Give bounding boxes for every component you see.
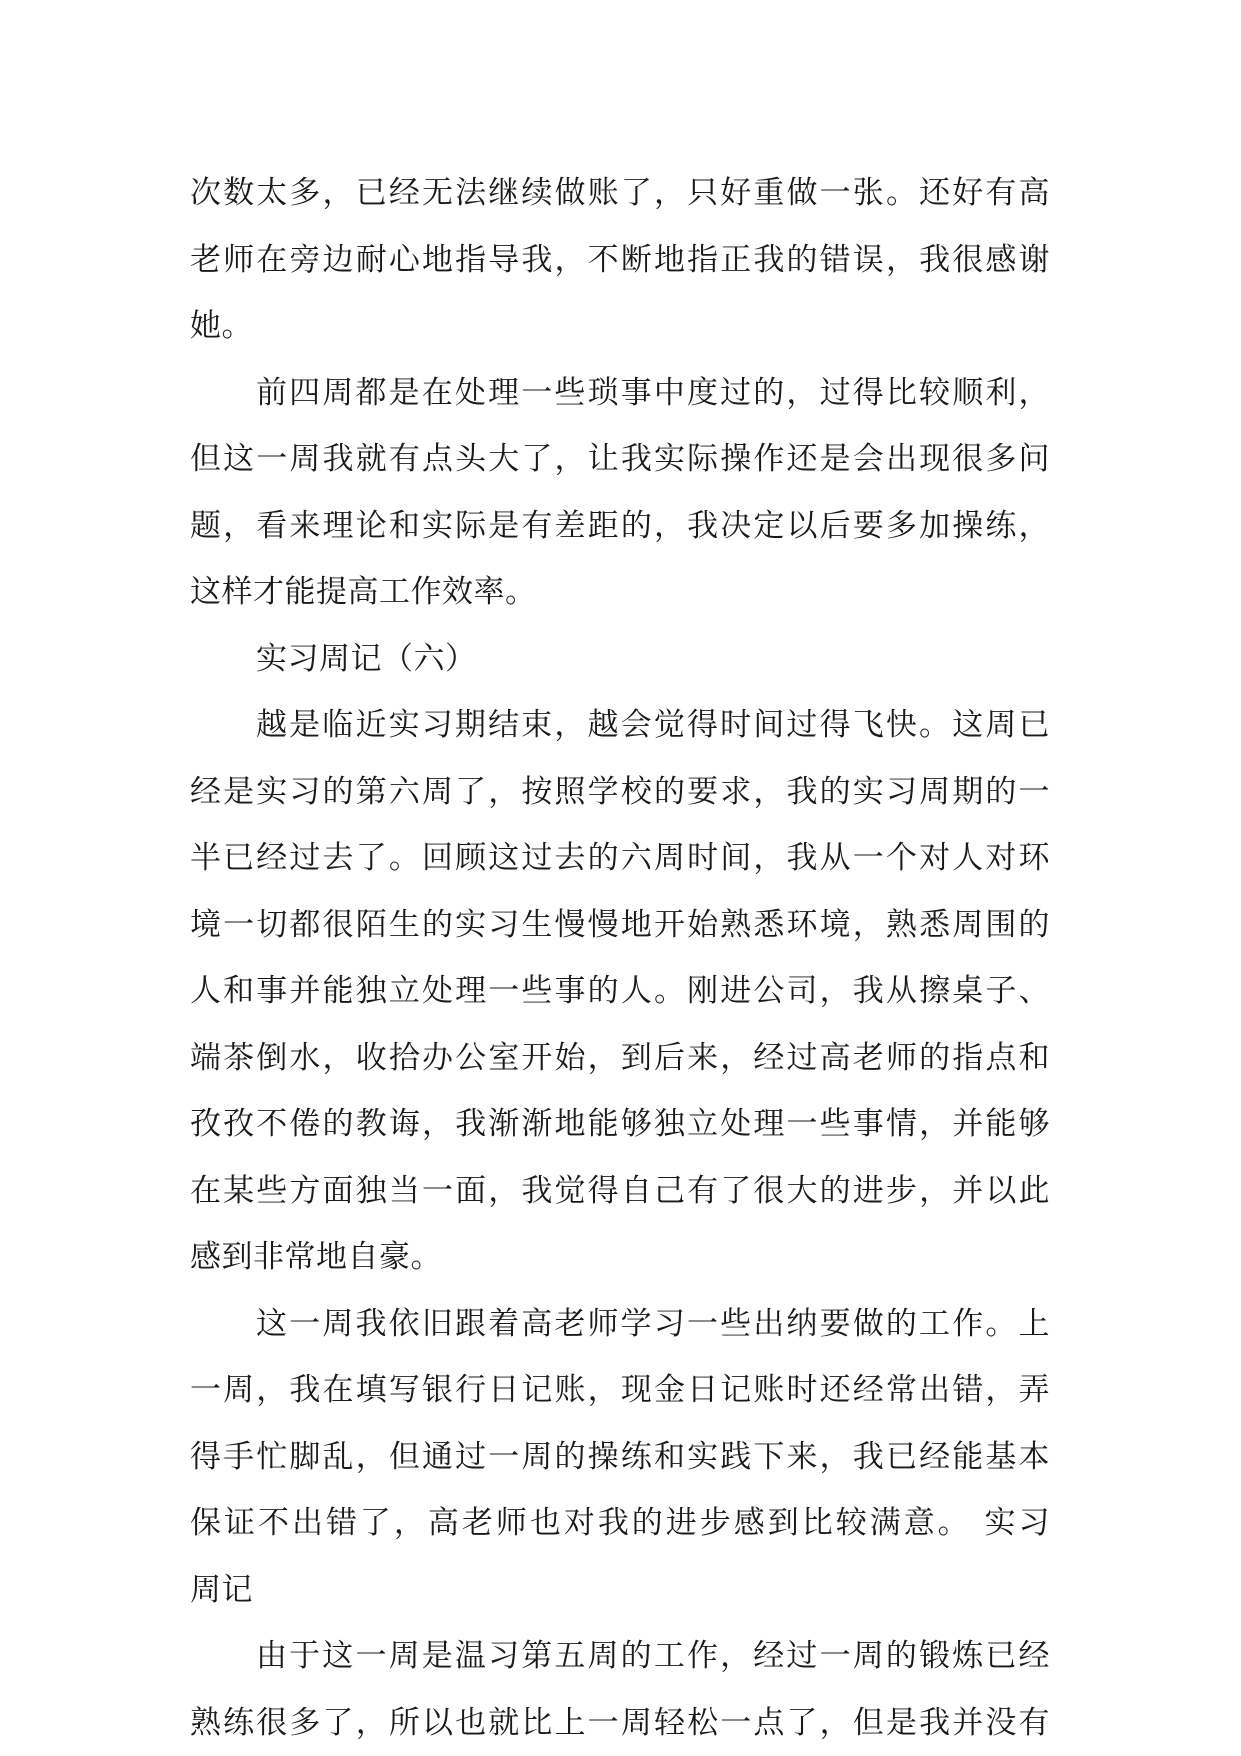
text-line: 熟练很多了，所以也就比上一周轻松一点了，但是我并没有 bbox=[190, 1690, 1050, 1756]
text-line: 人和事并能独立处理一些事的人。刚进公司，我从擦桌子、 bbox=[190, 958, 1050, 1025]
text-line: 题，看来理论和实际是有差距的，我决定以后要多加操练， bbox=[190, 493, 1050, 560]
text-line: 这一周我依旧跟着高老师学习一些出纳要做的工作。上 bbox=[190, 1291, 1050, 1358]
text-line: 感到非常地自豪。 bbox=[190, 1224, 1050, 1291]
text-line: 经是实习的第六周了，按照学校的要求，我的实习周期的一 bbox=[190, 759, 1050, 826]
document-body bbox=[190, 160, 1050, 1756]
text-line: 她。 bbox=[190, 293, 1050, 360]
text-line: 老师在旁边耐心地指导我，不断地指正我的错误，我很感谢 bbox=[190, 227, 1050, 294]
text-line: 得手忙脚乱，但通过一周的操练和实践下来，我已经能基本 bbox=[190, 1424, 1050, 1491]
text-line: 境一切都很陌生的实习生慢慢地开始熟悉环境，熟悉周围的 bbox=[190, 892, 1050, 959]
text-line: 在某些方面独当一面，我觉得自己有了很大的进步，并以此 bbox=[190, 1158, 1050, 1225]
text-line: 孜孜不倦的教诲，我渐渐地能够独立处理一些事情，并能够 bbox=[190, 1091, 1050, 1158]
text-line: 次数太多，已经无法继续做账了，只好重做一张。还好有高 bbox=[190, 160, 1050, 227]
text-line: 端茶倒水，收拾办公室开始，到后来，经过高老师的指点和 bbox=[190, 1025, 1050, 1092]
text-line: 这样才能提高工作效率。 bbox=[190, 559, 1050, 626]
text-line: 越是临近实习期结束，越会觉得时间过得飞快。这周已 bbox=[190, 692, 1050, 759]
text-line: 半已经过去了。回顾这过去的六周时间，我从一个对人对环 bbox=[190, 825, 1050, 892]
text-line: 前四周都是在处理一些琐事中度过的，过得比较顺利， bbox=[190, 360, 1050, 427]
text-line: 保证不出错了，高老师也对我的进步感到比较满意。 实习 bbox=[190, 1490, 1050, 1557]
text-line: 由于这一周是温习第五周的工作，经过一周的锻炼已经 bbox=[190, 1623, 1050, 1690]
text-line: 周记 bbox=[190, 1557, 1050, 1624]
text-line: 但这一周我就有点头大了，让我实际操作还是会出现很多问 bbox=[190, 426, 1050, 493]
section-heading: 实习周记（六） bbox=[190, 626, 1050, 693]
text-line: 一周，我在填写银行日记账，现金日记账时还经常出错，弄 bbox=[190, 1357, 1050, 1424]
